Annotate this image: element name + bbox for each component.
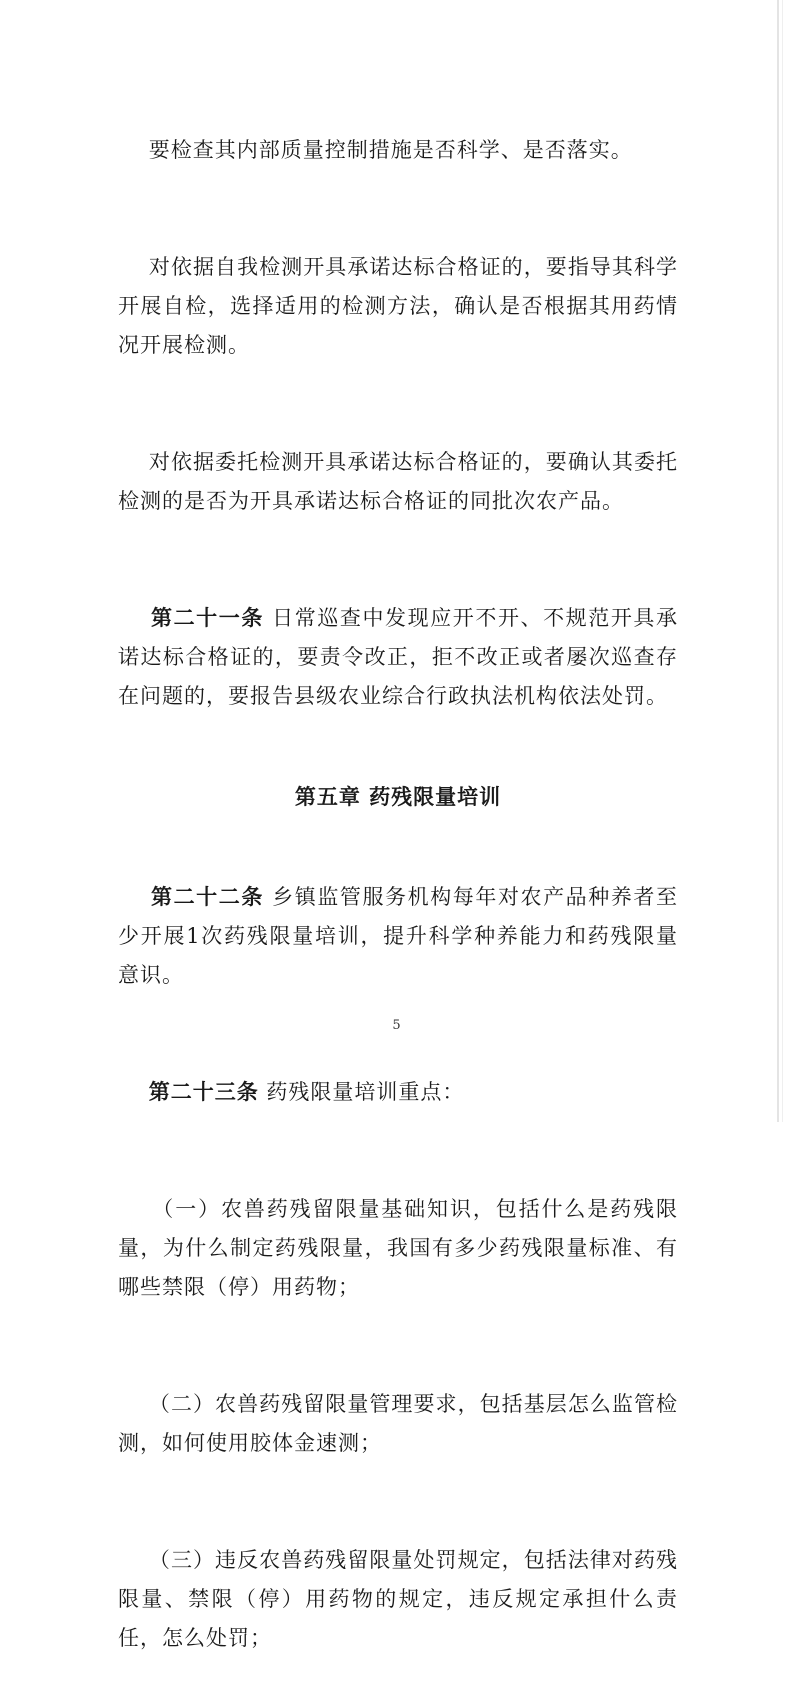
article-lead: 第二十二条 bbox=[151, 885, 264, 909]
paragraph-text: （三）违反农兽药残留限量处罚规定，包括法律对药残限量、禁限（停）用药物的规定，违反规定承担什么责任，怎么处罚； bbox=[118, 1548, 679, 1650]
page-number: 5 bbox=[392, 1018, 401, 1033]
paragraph bbox=[118, 209, 678, 404]
list-item-1 bbox=[118, 1151, 678, 1346]
paragraph-text: 要检查其内部质量控制措施是否科学、是否落实。 bbox=[148, 138, 633, 162]
paragraph-text: （一）农兽药残留限量基础知识，包括什么是药残限量，为什么制定药残限量，我国有多少药残限量标准、有哪些禁限（停）用药物； bbox=[118, 1197, 679, 1299]
paragraph-text: 对依据委托检测开具承诺达标合格证的，要确认其委托检测的是否为开具承诺达标合格证的同批次农产品。 bbox=[118, 450, 679, 513]
paragraph-text: 乡镇监管服务机构每年对农产品种养者至少开展1次药残限量培训，提升科学种养能力和药残限量意识。 bbox=[118, 885, 678, 987]
page-edge-line bbox=[777, 0, 779, 1122]
paragraph-text: 对依据自我检测开具承诺达标合格证的，要指导其科学开展自检，选择适用的检测方法，确认是否根据其用药情况开展检测。 bbox=[118, 255, 679, 357]
paragraph-text: 日常巡查中发现应开不开、不规范开具承诺达标合格证的，要责令改正，拒不改正或者屡次巡查存在问题的，要报告县级农业综合行政执法机构依法处罚。 bbox=[118, 606, 678, 708]
page-edge-line-secondary bbox=[782, 0, 783, 1122]
paragraph bbox=[118, 92, 678, 209]
list-item-3 bbox=[118, 1502, 678, 1697]
chapter-title: 第五章 药残限量培训 bbox=[294, 785, 502, 809]
paragraph-text: 药残限量培训重点： bbox=[258, 1080, 465, 1104]
list-item-2 bbox=[118, 1346, 678, 1502]
document-body bbox=[118, 92, 678, 1697]
article-23 bbox=[118, 1034, 678, 1151]
paragraph-text: （二）农兽药残留限量管理要求，包括基层怎么监管检测，如何使用胶体金速测； bbox=[118, 1392, 679, 1455]
article-lead: 第二十三条 bbox=[148, 1080, 259, 1104]
article-22 bbox=[118, 839, 678, 1034]
article-21 bbox=[118, 560, 678, 755]
article-lead: 第二十一条 bbox=[151, 606, 264, 630]
paragraph bbox=[118, 404, 678, 560]
